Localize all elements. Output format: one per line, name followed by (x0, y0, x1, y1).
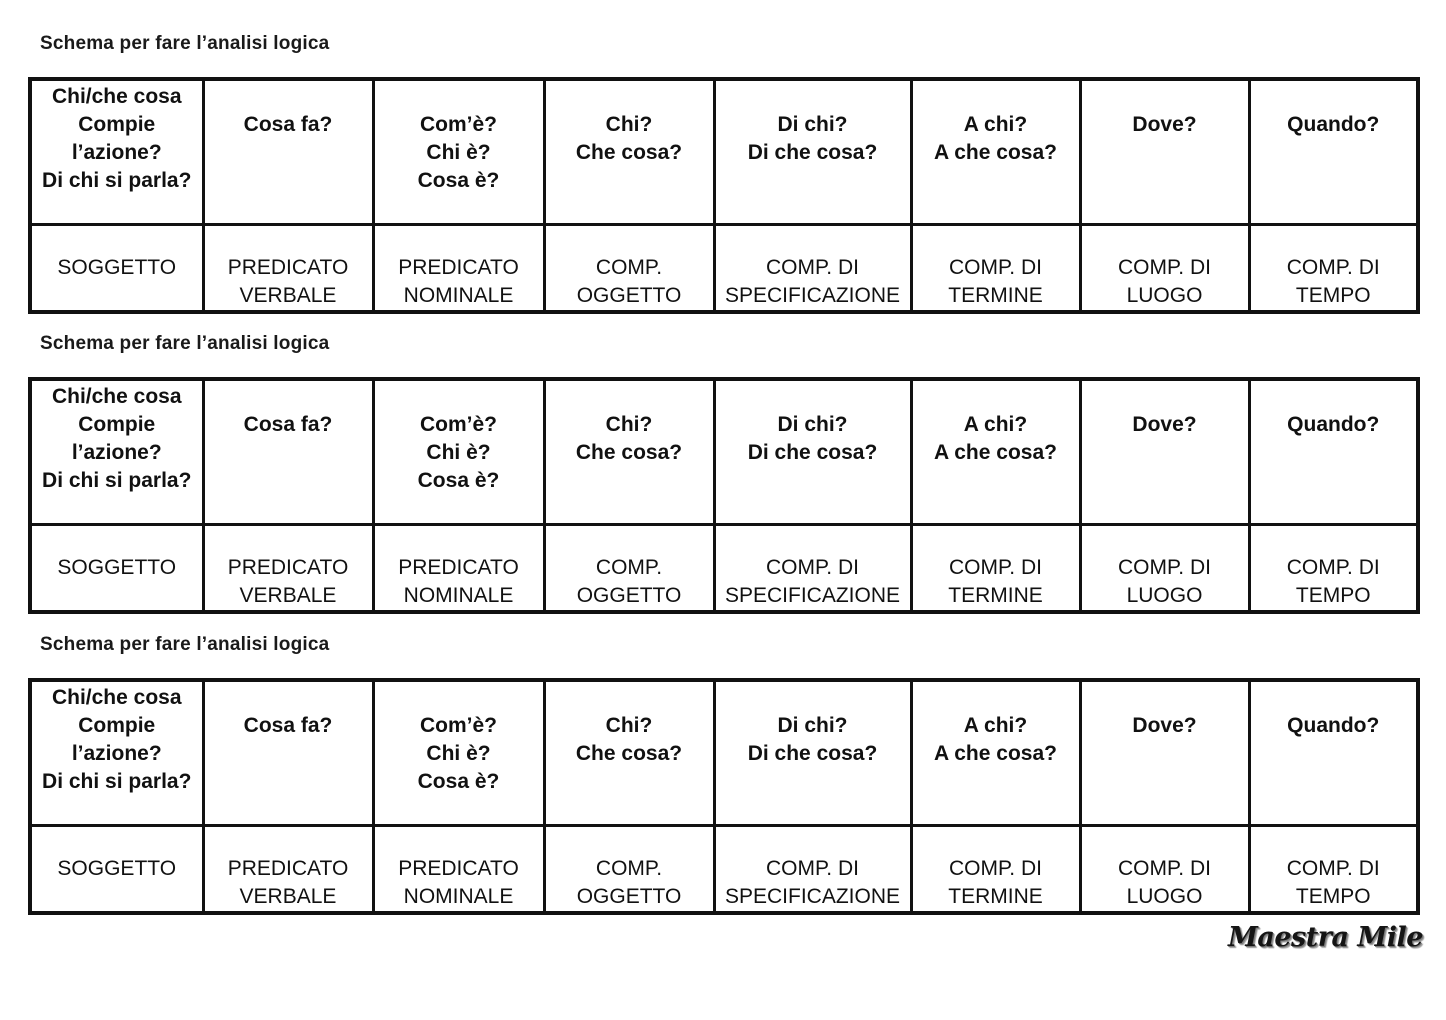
cell-text-line: Compie (78, 413, 156, 436)
cell-text-line: VERBALE (239, 584, 337, 607)
cell-text-line: Chi? (605, 413, 653, 436)
cell-text-line: Chi? (605, 714, 653, 737)
cell-text-line: Che cosa? (575, 141, 683, 164)
question-cell (544, 79, 714, 225)
question-cell (1249, 379, 1418, 525)
cell-text-line: COMP. DI (1118, 857, 1211, 880)
cell-text-line: PREDICATO (227, 256, 349, 279)
section-title: Schema per fare l’analisi logica (40, 634, 330, 655)
cell-text-line: Chi è? (426, 441, 491, 464)
cell-text-line: Di che cosa? (747, 742, 878, 765)
analysis-table (28, 377, 1420, 614)
answer-cell (30, 525, 203, 613)
cell-text-line: COMP. DI (949, 556, 1042, 579)
answer-cell (544, 826, 714, 914)
answer-cell (1249, 826, 1418, 914)
cell-text-line: TEMPO (1295, 284, 1371, 307)
question-cell (714, 379, 911, 525)
answer-cell (714, 225, 911, 313)
question-cell (1080, 79, 1249, 225)
question-cell (373, 79, 544, 225)
cell-text-line: Cosa fa? (243, 413, 333, 436)
cell-text-line: TEMPO (1295, 584, 1371, 607)
answer-row (30, 826, 1418, 914)
cell-text-line: Dove? (1132, 413, 1197, 436)
answer-cell (1249, 225, 1418, 313)
analysis-table (28, 678, 1420, 915)
cell-text-line: A che cosa? (934, 141, 1057, 164)
question-cell (1080, 379, 1249, 525)
question-row (30, 79, 1418, 225)
question-cell (714, 79, 911, 225)
cell-text-line: Com’è? (419, 714, 497, 737)
cell-text-line: Quando? (1287, 413, 1380, 436)
cell-text-line: Cosa è? (417, 770, 500, 793)
question-cell (30, 379, 203, 525)
answer-cell (373, 525, 544, 613)
answer-cell (544, 225, 714, 313)
cell-text-line: VERBALE (239, 885, 337, 908)
cell-text-line: SPECIFICAZIONE (724, 284, 901, 307)
cell-text-line: COMP. DI (1286, 857, 1380, 880)
cell-text-line: COMP. DI (1286, 556, 1380, 579)
answer-cell (1080, 525, 1249, 613)
cell-text-line: Cosa è? (417, 469, 500, 492)
answer-cell (911, 826, 1080, 914)
cell-text-line: TERMINE (948, 584, 1043, 607)
cell-text-line: Di che cosa? (747, 441, 878, 464)
cell-text-line: l’azione? (71, 141, 162, 164)
cell-text-line: COMP. DI (766, 256, 859, 279)
author-signature: Maestra Mile (1228, 922, 1423, 953)
answer-cell (1080, 826, 1249, 914)
cell-text-line: TERMINE (948, 284, 1043, 307)
cell-text-line: Che cosa? (575, 742, 683, 765)
cell-text-line: Com’è? (419, 113, 497, 136)
cell-text-line: Di chi? (777, 113, 848, 136)
answer-cell (714, 826, 911, 914)
cell-text-line: A chi? (963, 714, 1028, 737)
question-cell (373, 680, 544, 826)
cell-text-line: l’azione? (71, 742, 162, 765)
answer-cell (203, 225, 373, 313)
section-title: Schema per fare l’analisi logica (40, 333, 330, 354)
cell-text-line: Cosa fa? (243, 714, 333, 737)
cell-text-line: Di chi si parla? (42, 469, 192, 492)
answer-row (30, 525, 1418, 613)
cell-text-line: A che cosa? (934, 742, 1057, 765)
cell-text-line: Di chi si parla? (42, 169, 192, 192)
question-cell (1249, 680, 1418, 826)
cell-text-line: SOGGETTO (57, 256, 177, 279)
cell-text-line: Di chi? (777, 413, 848, 436)
cell-text-line: Che cosa? (575, 441, 683, 464)
question-cell (544, 379, 714, 525)
cell-text-line: Chi è? (426, 742, 491, 765)
cell-text-line: Dove? (1132, 113, 1197, 136)
cell-text-line: Dove? (1132, 714, 1197, 737)
cell-text-line: A chi? (963, 113, 1028, 136)
question-cell (203, 79, 373, 225)
cell-text-line: OGGETTO (576, 584, 682, 607)
cell-text-line: Com’è? (419, 413, 497, 436)
cell-text-line: Chi/che cosa (51, 85, 182, 108)
question-cell (30, 79, 203, 225)
cell-text-line: Chi? (605, 113, 653, 136)
answer-cell (203, 525, 373, 613)
question-cell (544, 680, 714, 826)
answer-cell (1080, 225, 1249, 313)
cell-text-line: LUOGO (1126, 284, 1203, 307)
question-cell (714, 680, 911, 826)
cell-text-line: TERMINE (948, 885, 1043, 908)
cell-text-line: COMP. DI (1118, 256, 1211, 279)
answer-cell (203, 826, 373, 914)
cell-text-line: OGGETTO (576, 284, 682, 307)
cell-text-line: Di che cosa? (747, 141, 878, 164)
answer-cell (30, 225, 203, 313)
question-cell (911, 680, 1080, 826)
answer-cell (373, 826, 544, 914)
cell-text-line: Chi/che cosa (51, 686, 182, 709)
question-cell (1249, 79, 1418, 225)
question-cell (203, 379, 373, 525)
question-cell (911, 79, 1080, 225)
cell-text-line: Cosa è? (417, 169, 500, 192)
cell-text-line: NOMINALE (403, 885, 514, 908)
cell-text-line: A che cosa? (934, 441, 1057, 464)
cell-text-line: TEMPO (1295, 885, 1371, 908)
cell-text-line: Di chi si parla? (42, 770, 192, 793)
answer-cell (373, 225, 544, 313)
cell-text-line: SPECIFICAZIONE (724, 584, 901, 607)
cell-text-line: COMP. DI (766, 556, 859, 579)
cell-text-line: OGGETTO (576, 885, 682, 908)
cell-text-line: COMP. DI (1286, 256, 1380, 279)
question-row (30, 379, 1418, 525)
answer-cell (544, 525, 714, 613)
cell-text-line: NOMINALE (403, 584, 514, 607)
question-cell (1080, 680, 1249, 826)
cell-text-line: Cosa fa? (243, 113, 333, 136)
question-cell (30, 680, 203, 826)
cell-text-line: PREDICATO (227, 857, 349, 880)
answer-cell (1249, 525, 1418, 613)
cell-text-line: Compie (78, 714, 156, 737)
cell-text-line: Chi/che cosa (51, 385, 182, 408)
cell-text-line: COMP. DI (1118, 556, 1211, 579)
cell-text-line: VERBALE (239, 284, 337, 307)
section-title: Schema per fare l’analisi logica (40, 33, 330, 54)
answer-cell (911, 525, 1080, 613)
cell-text-line: COMP. (595, 256, 663, 279)
cell-text-line: Quando? (1287, 113, 1380, 136)
cell-text-line: Chi è? (426, 141, 491, 164)
question-row (30, 680, 1418, 826)
cell-text-line: COMP. (595, 556, 663, 579)
question-cell (203, 680, 373, 826)
cell-text-line: l’azione? (71, 441, 162, 464)
cell-text-line: Quando? (1287, 714, 1380, 737)
cell-text-line: Di chi? (777, 714, 848, 737)
question-cell (911, 379, 1080, 525)
cell-text-line: SOGGETTO (57, 556, 177, 579)
cell-text-line: LUOGO (1126, 885, 1203, 908)
cell-text-line: COMP. DI (949, 857, 1042, 880)
answer-cell (30, 826, 203, 914)
analysis-table (28, 77, 1420, 314)
answer-row (30, 225, 1418, 313)
cell-text-line: PREDICATO (227, 556, 349, 579)
cell-text-line: LUOGO (1126, 584, 1203, 607)
cell-text-line: SOGGETTO (57, 857, 177, 880)
cell-text-line: COMP. DI (766, 857, 859, 880)
cell-text-line: COMP. DI (949, 256, 1042, 279)
cell-text-line: NOMINALE (403, 284, 514, 307)
cell-text-line: A chi? (963, 413, 1028, 436)
cell-text-line: Compie (78, 113, 156, 136)
cell-text-line: PREDICATO (398, 256, 519, 279)
answer-cell (911, 225, 1080, 313)
question-cell (373, 379, 544, 525)
cell-text-line: PREDICATO (398, 556, 519, 579)
answer-cell (714, 525, 911, 613)
cell-text-line: SPECIFICAZIONE (724, 885, 901, 908)
cell-text-line: COMP. (595, 857, 663, 880)
cell-text-line: PREDICATO (398, 857, 519, 880)
